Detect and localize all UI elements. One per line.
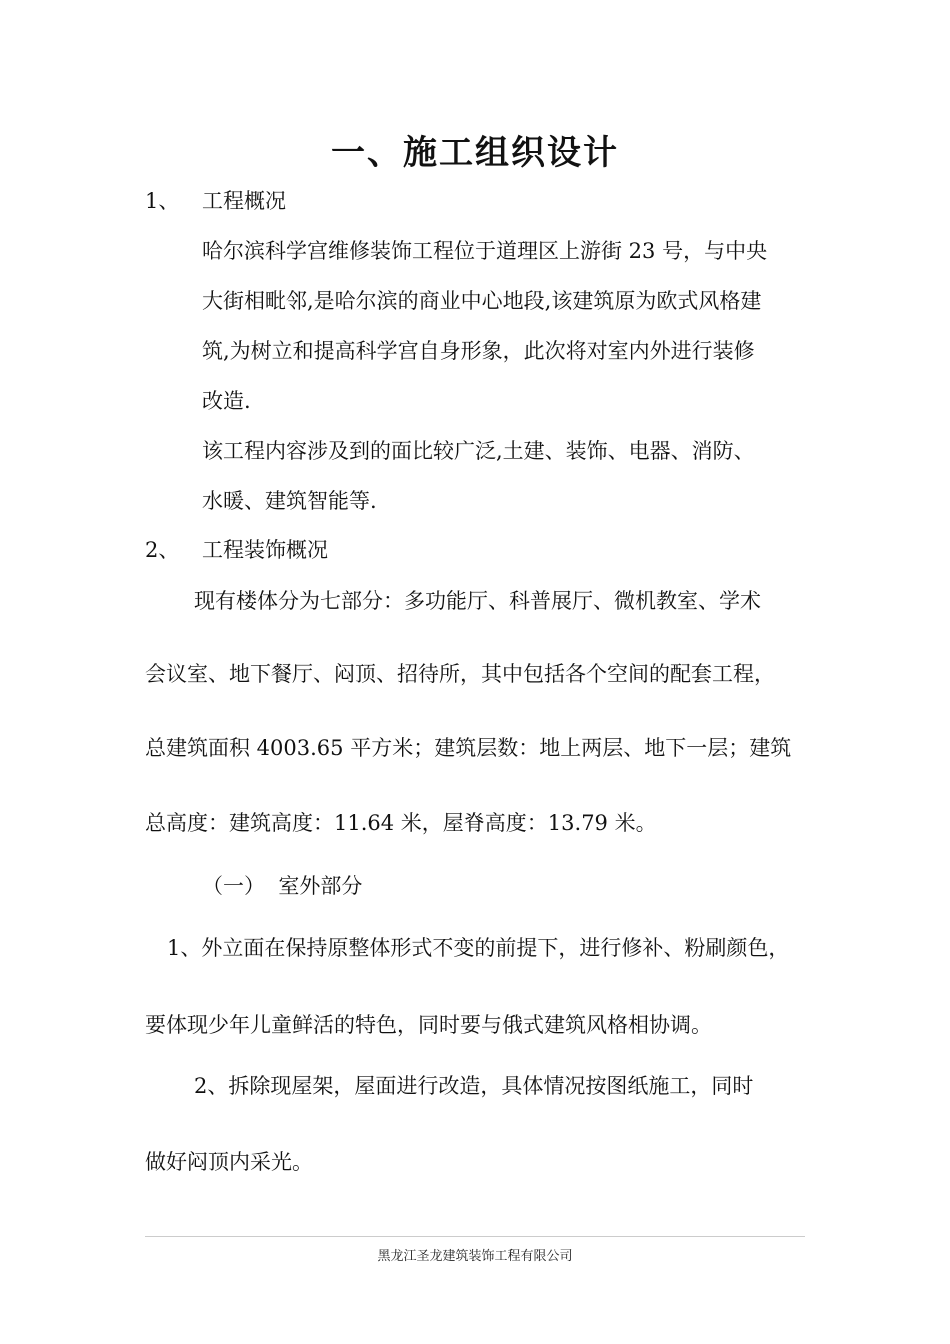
footer-divider bbox=[145, 1236, 805, 1237]
paragraph-line: 大街相毗邻,是哈尔滨的商业中心地段,该建筑原为欧式风格建 bbox=[202, 289, 762, 313]
list-item-line: 做好闷顶内采光。 bbox=[145, 1150, 313, 1174]
paragraph-line: 该工程内容涉及到的面比较广泛,土建、装饰、电器、消防、 bbox=[202, 439, 755, 463]
section-1-heading: 工程概况 bbox=[202, 189, 286, 213]
subsection-heading: （一） 室外部分 bbox=[202, 874, 363, 898]
paragraph-line: 总高度：建筑高度：11.64 米，屋脊高度：13.79 米。 bbox=[145, 811, 657, 835]
paragraph-line: 筑,为树立和提高科学宫自身形象，此次将对室内外进行装修 bbox=[202, 339, 755, 363]
paragraph-line: 水暖、建筑智能等. bbox=[202, 489, 377, 513]
page-title: 一、施工组织设计 bbox=[331, 133, 619, 173]
paragraph-line: 改造. bbox=[202, 389, 251, 413]
list-item-line: 1、外立面在保持原整体形式不变的前提下，进行修补、粉刷颜色， bbox=[167, 936, 790, 960]
section-2-heading: 工程装饰概况 bbox=[202, 538, 328, 562]
list-item-line: 要体现少年儿童鲜活的特色，同时要与俄式建筑风格相协调。 bbox=[145, 1013, 712, 1037]
list-item-line: 2、拆除现屋架，屋面进行改造，具体情况按图纸施工，同时 bbox=[194, 1074, 754, 1098]
footer-company-name: 黑龙江圣龙建筑装饰工程有限公司 bbox=[377, 1249, 573, 1264]
paragraph-line: 现有楼体分为七部分：多功能厅、科普展厅、微机教室、学术 bbox=[194, 589, 761, 613]
paragraph-line: 会议室、地下餐厅、闷顶、招待所，其中包括各个空间的配套工程， bbox=[145, 662, 775, 686]
section-1-number: 1、 bbox=[145, 189, 180, 213]
paragraph-line: 总建筑面积 4003.65 平方米；建筑层数：地上两层、地下一层；建筑 bbox=[145, 736, 792, 760]
paragraph-line: 哈尔滨科学宫维修装饰工程位于道理区上游街 23 号，与中央 bbox=[202, 239, 768, 263]
section-2-number: 2、 bbox=[145, 538, 180, 562]
